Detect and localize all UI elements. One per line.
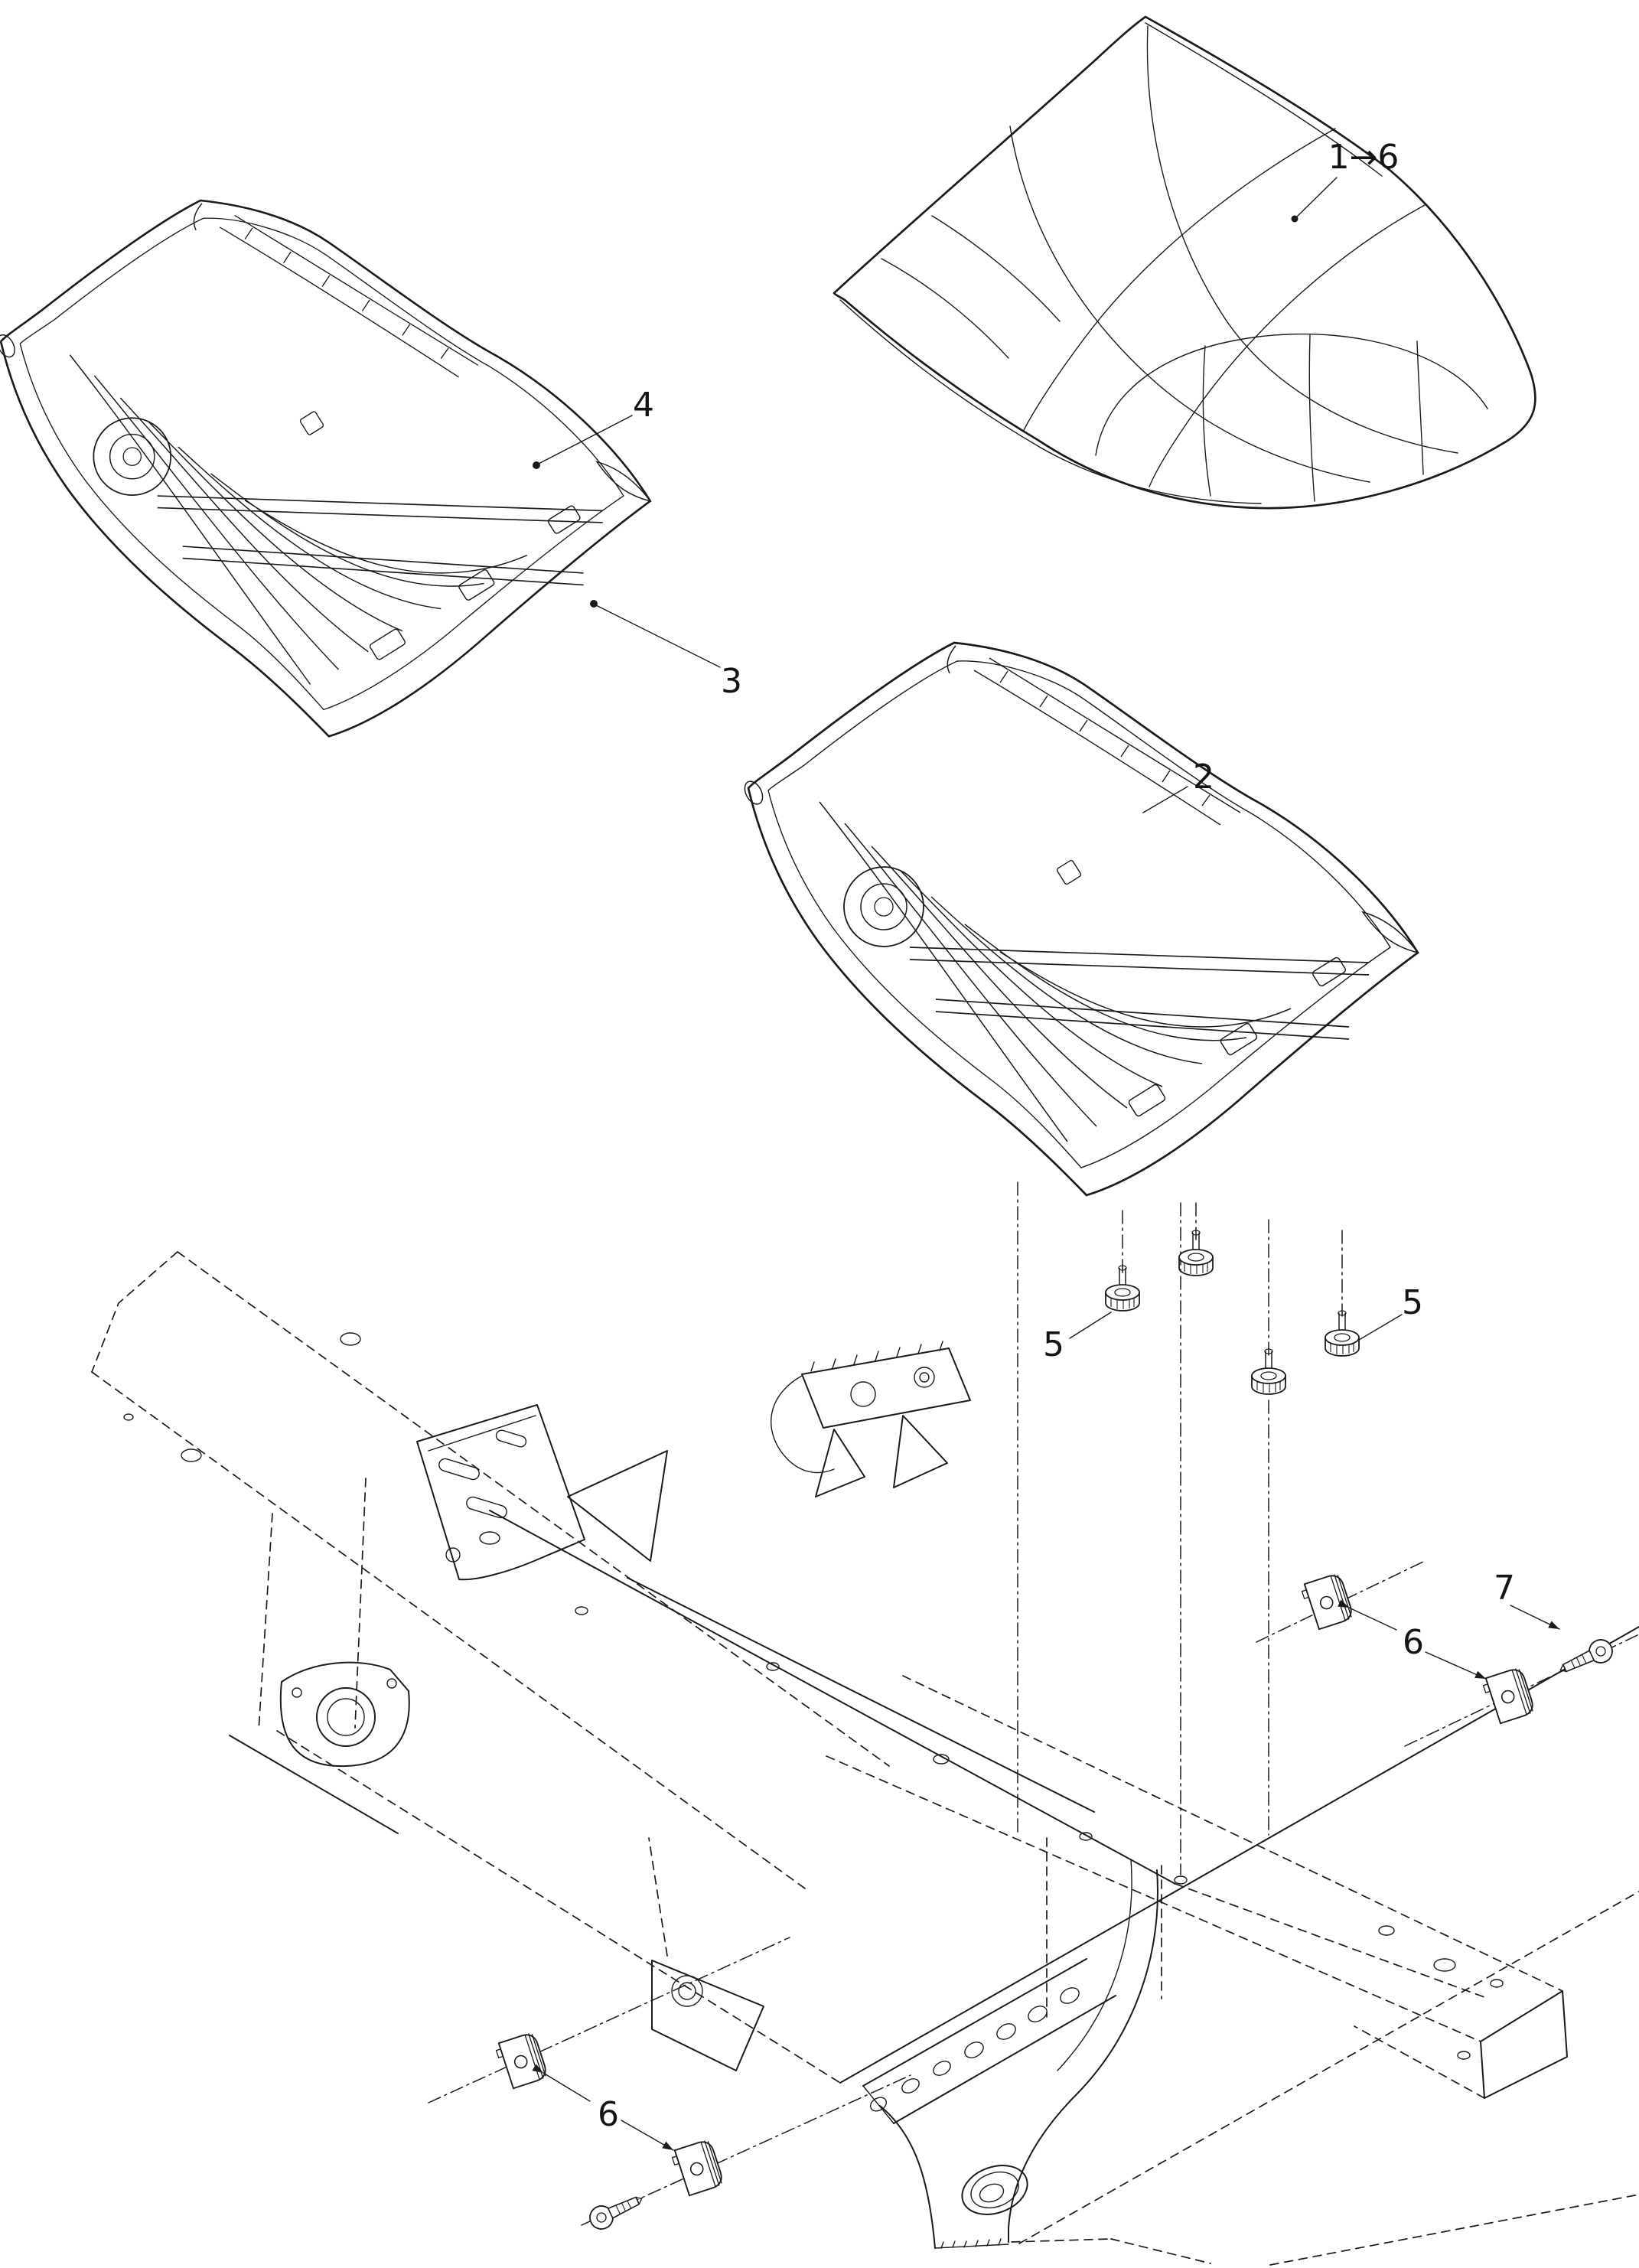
callout-seat-assembly: 1→6 xyxy=(1328,138,1400,177)
callout-clip-nut-bottom: 6 xyxy=(598,2095,619,2134)
frame-support-leg xyxy=(259,1478,409,1766)
shoulder-screw-4 xyxy=(1325,1311,1359,1356)
callout-seat-base: 2 xyxy=(1193,758,1214,797)
frame-assembly xyxy=(92,1252,1639,2265)
frame-anchor-bracket xyxy=(649,1838,764,2071)
callout-screw: 7 xyxy=(1494,1569,1515,1608)
clip-nut-bottom-1 xyxy=(494,2032,549,2090)
clip-nut-bottom-2 xyxy=(670,2139,725,2197)
fasteners xyxy=(494,1230,1616,2233)
callout-trim-cover: 4 xyxy=(633,386,654,425)
frame-curved-panel xyxy=(880,1838,1162,2248)
seat-cushion xyxy=(834,17,1536,508)
clip-nut-right-1 xyxy=(1300,1572,1354,1631)
callout-shoulder-screw-right: 5 xyxy=(1402,1283,1423,1322)
callout-trim-front: 3 xyxy=(721,662,742,701)
screw-right xyxy=(1556,1636,1616,1680)
shoulder-screw-3 xyxy=(1252,1349,1285,1394)
seat-base-view xyxy=(741,643,1418,1195)
frame-rail-end xyxy=(1354,1926,1567,2098)
seat-underside-view xyxy=(0,200,650,736)
callout-clip-nut-right: 6 xyxy=(1403,1623,1424,1662)
assembly-centerlines xyxy=(428,1182,1639,2225)
frame-top-plate xyxy=(92,1252,889,1888)
screw-bottom xyxy=(586,2188,647,2233)
clip-nut-right-2 xyxy=(1481,1667,1536,1725)
frame-rails xyxy=(230,1510,1639,2265)
callout-shoulder-screw-left: 5 xyxy=(1043,1325,1064,1364)
frame-slotted-bracket xyxy=(417,1405,667,1579)
frame-perforated-strip xyxy=(863,1959,1116,2123)
frame-footpeg-bracket xyxy=(771,1341,970,1497)
